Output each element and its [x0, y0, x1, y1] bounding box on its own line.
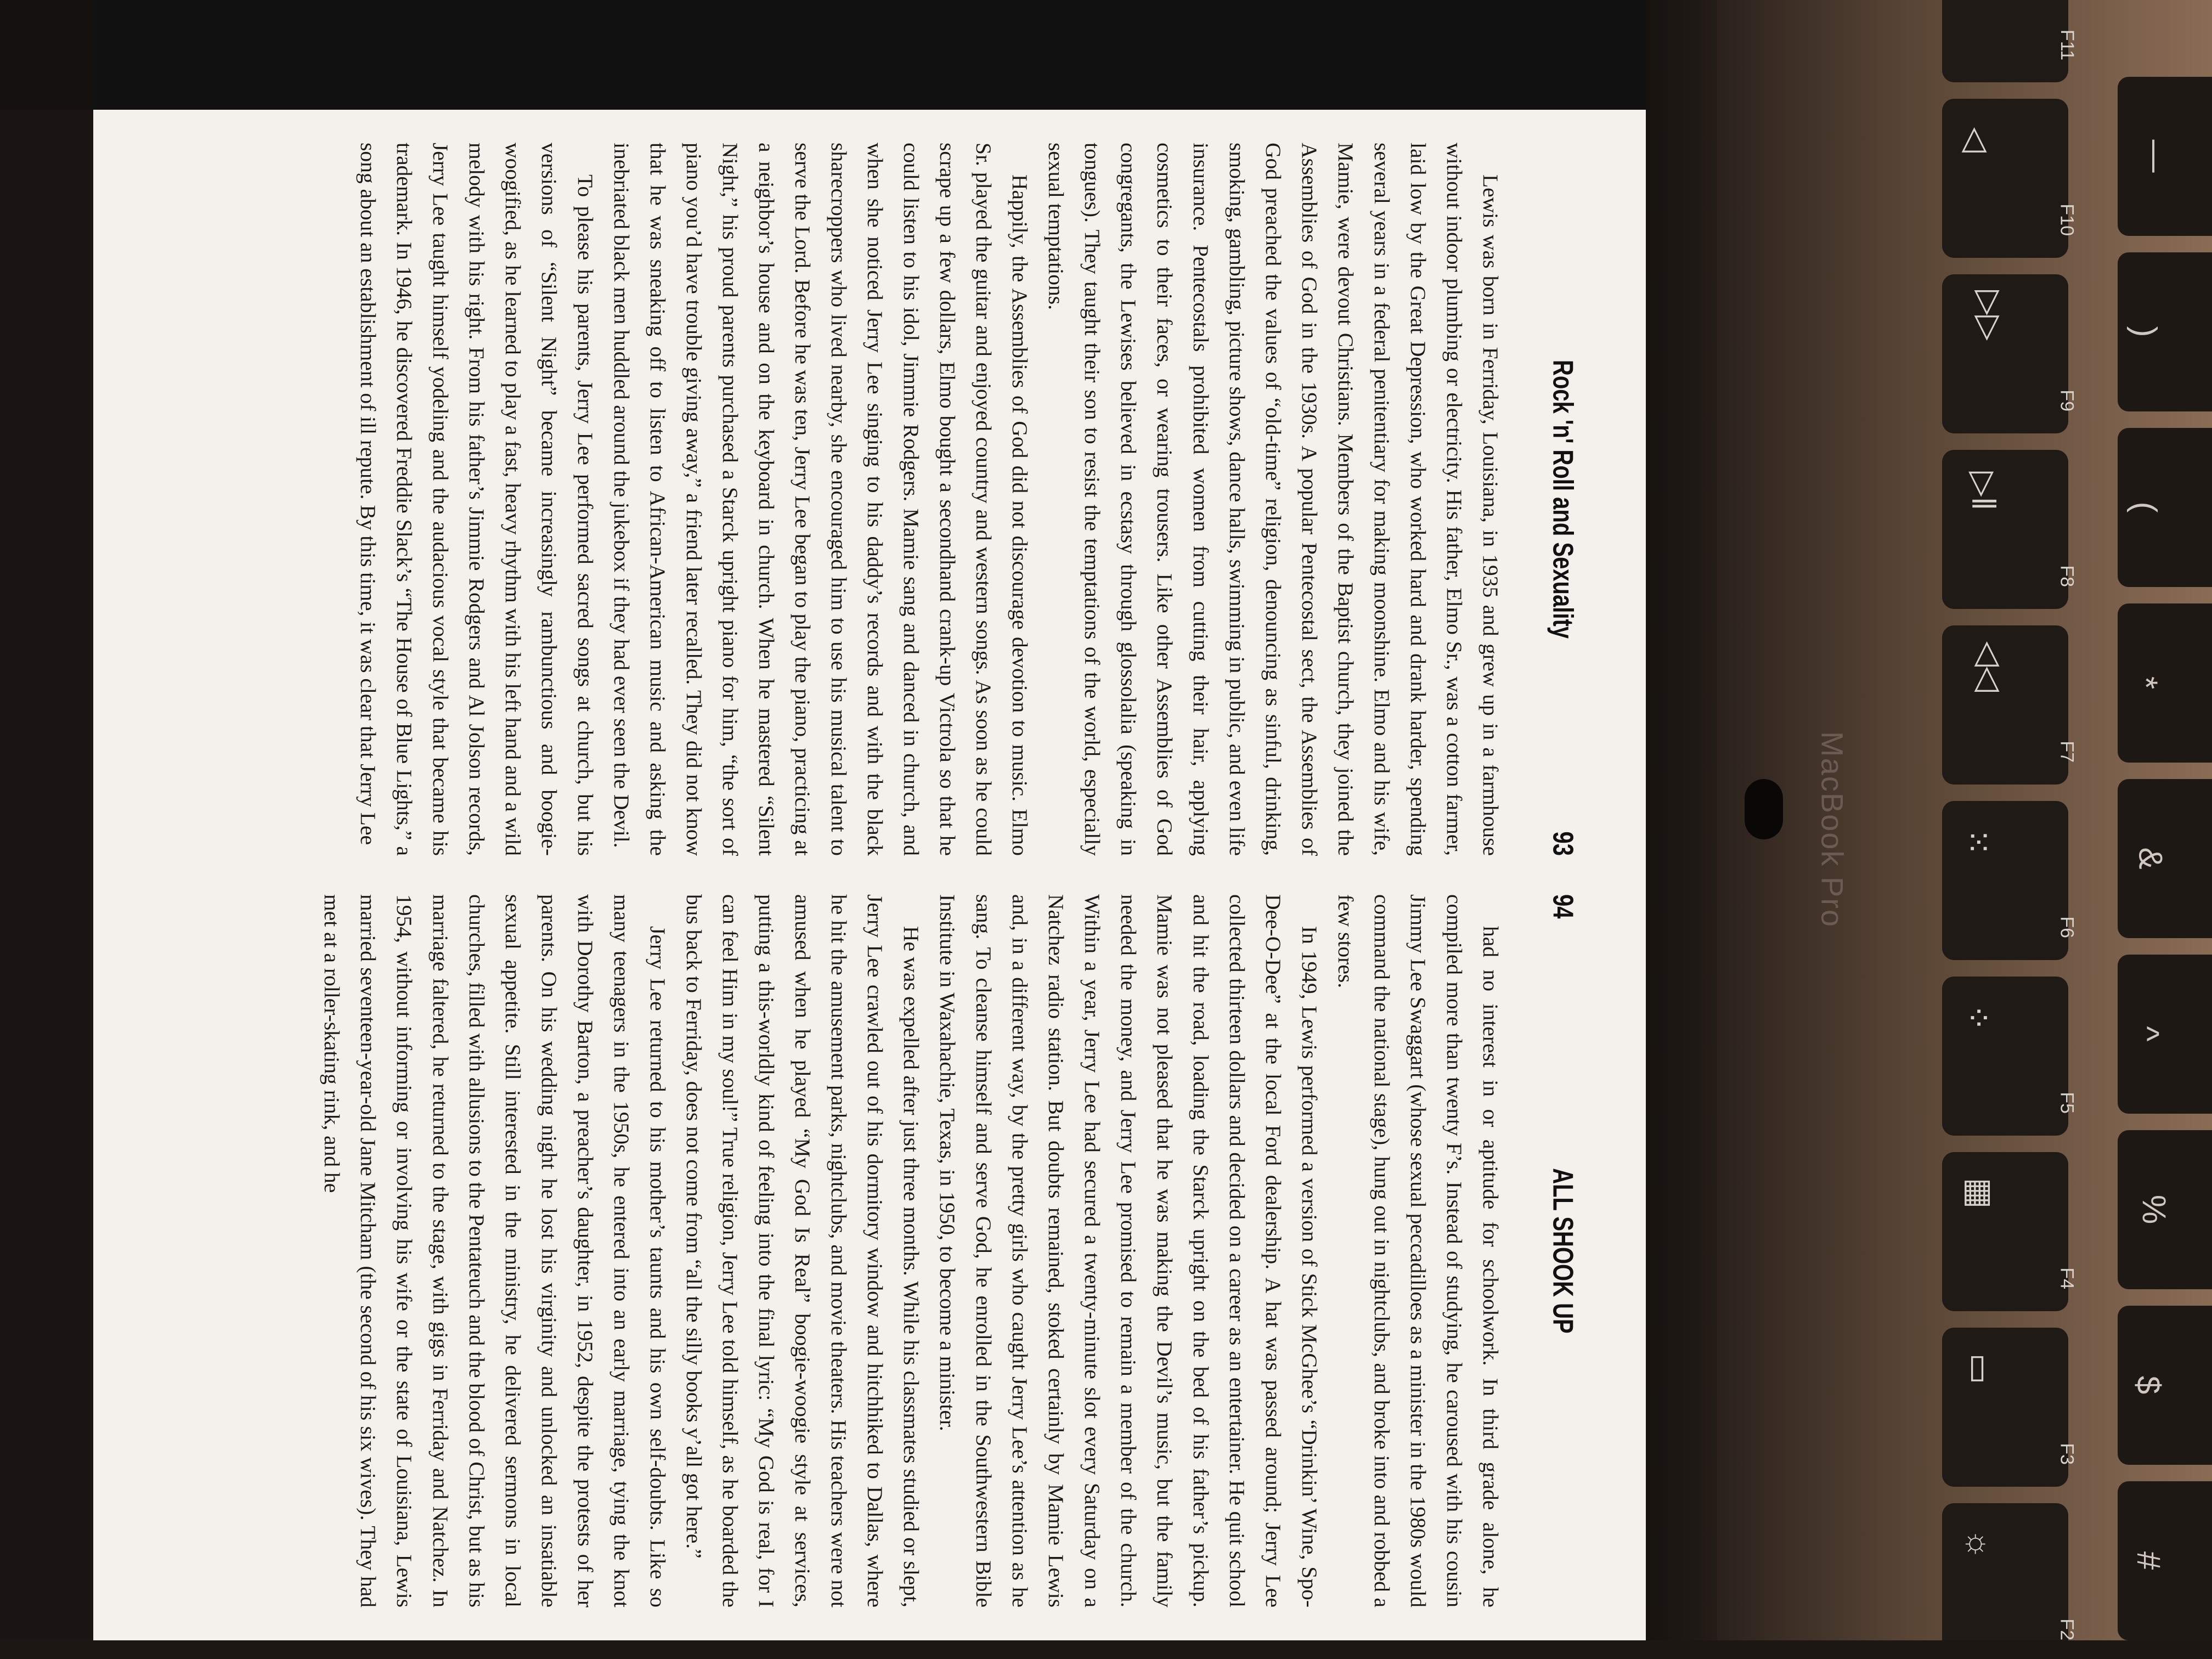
laptop-brand-label: MacBook Pro	[1815, 731, 1850, 928]
function-key[interactable]: ⁙ F6	[1942, 801, 2068, 960]
function-key[interactable]: ☼ F2	[1942, 1503, 2068, 1659]
paragraph: In 1949, Lewis performed a version of Stick McGhee’s “Drinkin’ Wine, Spo-Dee-O-Dee” at the local Ford dealership. A hat was passed around; Jerry Lee collected thirteen dollars and decided on a career as an entertainer. He quit school and hit the road, loading the Starck upright on the bed of his father’s pickup. Mamie was not pleased that he was making the Devil’s music, but the family needed the money, and Jerry Lee promised to remain a member of the church. Within a year, Jerry Lee had secured a twenty-minute slot every Saturday on a Natchez radio station. But doubts remained, stoked certainly by Mamie Lewis and, in a different way, by the pretty girls who caught Jerry Lee’s attention as he sang. To cleanse himself and serve God, he enrolled in the Southwestern Bible Institute in Waxahachie, Texas, in 1950, to become a minister.	[935, 894, 1322, 1607]
paragraph: He was expelled after just three months. While his classmates studied or slept, Jerry Lee crawled out of his dormitory window and hitchhiked to Dallas, where he hit the amusement parks, nightclubs, and movie theaters. His teachers were not amused when he played “My God Is Real” boogie-woogie style at services, putting a this-worldly kind of feeling into the final lyric: “My God is real, for I can feel Him in my soul!” True religion, Jerry Lee told himself, as he boarded the bus back to Ferriday, does not come from “all the silly books y’all got here.”	[682, 894, 923, 1607]
function-key[interactable]: F11	[1942, 0, 2068, 82]
keyboard-light-down-icon: ⁘	[1960, 1003, 1997, 1032]
function-key[interactable]: ◁◁ F7	[1942, 625, 2068, 785]
paragraph: To please his parents, Jerry Lee performed sacred songs at church, but his versions of “Silent Night” became increasingly rambunctious and boogie-woogified, as he learned to play a fast, heavy rhythm with his left hand and a wild melody with his right. From his father’s Jimmie Rodgers and Al Jolson records, Jerry Lee taught himself yodeling and the audacious vocal style that became his trademark. In 1946, he discovered Freddie Slack’s “The House of Blue Lights,” a song about an establishment of ill repute. By this time, it was clear that Jerry Lee	[356, 143, 597, 856]
right-running-head	[1542, 894, 1578, 1607]
launchpad-icon: ▦	[1961, 1177, 1999, 1209]
left-page-body	[350, 143, 1509, 856]
right-page-number: 94	[1547, 894, 1578, 919]
paragraph: Happily, the Assemblies of God did not discourage devotion to music. Elmo Sr. played the guitar and enjoyed country and western songs. As soon as he could scrape up a few dollars, Elmo bought a secondhand crank-up Victrola so that he could listen to his idol, Jimmie Rodgers. Mamie sang and danced in church, and when she noticed Jerry Lee singing to his daddy’s records and with the black sharecroppers who lived nearby, she encouraged him to use his musical talent to serve the Lord. Before he was ten, Jerry Lee began to play the piano, practicing at a neighbor’s house and on the keyboard in church. When he mastered “Silent Night,” his proud parents purchased a Starck upright piano for him, “the sort of piano you’d have trouble giving away,” a friend later recalled. They did not know that he was sneaking off to listen to African-American music and asking the inebriated black men huddled around the jukebox if they had ever seen the Devil.	[610, 143, 1032, 856]
brightness-up-icon: ☼	[1961, 1529, 1997, 1559]
book-spread	[93, 110, 1646, 1640]
right-running-head-title: ALL SHOOK UP	[1547, 1168, 1578, 1334]
function-key[interactable]: ▷‖ F8	[1942, 450, 2068, 609]
function-key[interactable]: ▷▷ F9	[1942, 274, 2068, 433]
left-page	[93, 143, 1646, 856]
number-key[interactable]: (	[2118, 428, 2212, 587]
mute-icon: ◁	[1959, 127, 1996, 153]
fast-forward-icon: ▷▷	[1971, 290, 2008, 341]
left-page-number: 93	[1547, 831, 1578, 856]
right-page	[93, 894, 1646, 1607]
function-key[interactable]: ▭ F3	[1942, 1328, 2068, 1487]
number-key[interactable]: —	[2118, 77, 2212, 236]
function-key[interactable]: ◁ F10	[1942, 99, 2068, 258]
number-key[interactable]: $	[2118, 1306, 2212, 1465]
keyboard-light-up-icon: ⁙	[1960, 828, 1997, 856]
left-running-head	[1542, 143, 1578, 856]
paragraph: Jerry Lee returned to his mother’s taunts and his own self-doubts. Like so many teenagers in the 1950s, he entered into an early marriage, tying the knot with Dorothy Barton, a preacher’s daughter, in 1952, despite the protests of her parents. On his wedding night he lost his virginity and unlocked an insatiable sexual appetite. Still interested in the ministry, he delivered sermons in local churches, filled with allusions to the Pentateuch and the blood of Christ, but as his marriage faltered, he returned to the stage, with gigs in Ferriday and Natchez. In 1954, without informing or involving his wife or the state of Louisiana, Lewis married seventeen-year-old Jane Mitcham (the second of his six wives). They had met at a roller-skating rink, and he	[320, 894, 670, 1607]
number-key[interactable]: )	[2118, 252, 2212, 411]
hinge-notch	[1745, 779, 1783, 839]
number-key[interactable]: #	[2118, 1481, 2212, 1640]
screen-bezel-bottom	[0, 1640, 2212, 1659]
paragraph: had no interest in or aptitude for schoolwork. In third grade alone, he compiled more than twenty F’s. Instead of studying, he caroused with his cousin Jimmy Lee Swaggart (whose sexual peccadilloes as a minister in the 1980s would command the national stage), hung out in nightclubs, and broke into and robbed a few stores.	[1334, 894, 1503, 1607]
number-key-row	[2118, 0, 2212, 1659]
number-key[interactable]: %	[2118, 1130, 2212, 1289]
left-running-head-title: Rock 'n' Roll and Sexuality	[1547, 359, 1578, 639]
function-key-row	[1931, 0, 2096, 1659]
number-key[interactable]: ^	[2118, 955, 2212, 1114]
ebook-view	[93, 110, 1646, 1640]
play-pause-icon: ▷‖	[1965, 471, 2002, 511]
rewind-icon: ◁◁	[1971, 641, 2008, 692]
function-key[interactable]: ▦ F4	[1942, 1152, 2068, 1311]
mission-control-icon: ▭	[1961, 1353, 1999, 1385]
number-key[interactable]: &	[2118, 779, 2212, 938]
function-key[interactable]: ⁘ F5	[1942, 977, 2068, 1136]
right-page-body	[314, 894, 1509, 1607]
paragraph: Lewis was born in Ferriday, Louisiana, in 1935 and grew up in a farmhouse without indoor plumbing or electricity. His father, Elmo Sr., was a cotton farmer, laid low by the Great Depression, who worked hard and drank harder, spending several years in a federal penitentiary for making moonshine. Elmo and his wife, Mamie, were devout Christians. Members of the Baptist church, they joined the Assemblies of God in the 1930s. A popular Pentecostal sect, the Assemblies of God preached the values of “old-time” religion, denouncing as sinful, drinking, smoking, gambling, picture shows, dance halls, swimming in public, and even life insurance. Pentecostals prohibited women from cutting their hair, applying cosmetics to their faces, or wearing trousers. Like other Assemblies of God congregants, the Lewises believed in ecstasy through glossolalia (speaking in tongues). They taught their son to resist the temptations of the world, especially sexual temptations.	[1044, 143, 1503, 856]
number-key[interactable]: *	[2118, 603, 2212, 763]
